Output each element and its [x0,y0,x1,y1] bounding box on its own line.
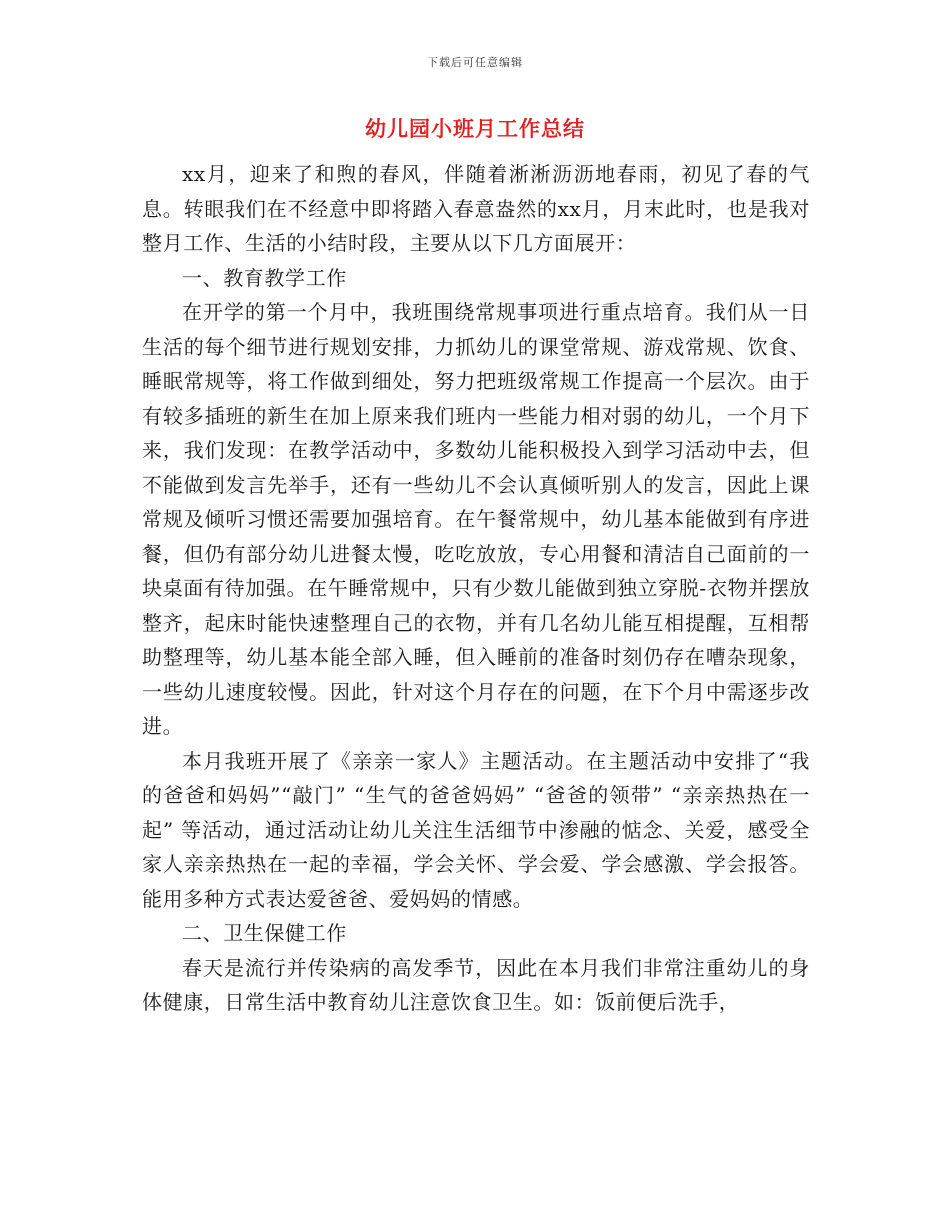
header-note: 下载后可任意编辑 [427,56,523,69]
section-heading-education: 一、教育教学工作 [182,265,347,290]
document-body [142,157,810,1020]
education-paragraph-theme: 本月我班开展了《亲亲一家人》主题活动。在主题活动中安排了“我的爸爸和妈妈”“敲门” “生气的爸爸妈妈” “爸爸的领带” “亲亲热热在一起” 等活动，通过活动让幼儿关注生活细节中渗融的惦念、关爱，感受全家人亲亲热热在一起的幸福，学会关怀、学会爱、学会感激、学会报答。能用多种方式表达爱爸爸、爱妈妈的情感。 [142,748,810,911]
education-paragraph-routine: 在开学的第一个月中，我班围绕常规事项进行重点培育。我们从一日生活的每个细节进行规划安排，力抓幼儿的课堂常规、游戏常规、饮食、睡眠常规等，将工作做到细处，努力把班级常规工作提高一个层次。由于有较多插班的新生在加上原来我们班内一些能力相对弱的幼儿，一个月下来，我们发现：在教学活动中，多数幼儿能积极投入到学习活动中去，但不能做到发言先举手，还有一些幼儿不会认真倾听别人的发言，因此上课常规及倾听习惯还需要加强培育。在午餐常规中，幼儿基本能做到有序进餐，但仍有部分幼儿进餐太慢，吃吃放放，专心用餐和清洁自己面前的一块桌面有待加强。在午睡常规中，只有少数儿能做到独立穿脱-衣物并摆放整齐，起床时能快速整理自己的衣物，并有几名幼儿能互相提醒，互相帮助整理等，幼儿基本能全部入睡，但入睡前的准备时刻仍存在嘈杂现象，一些幼儿速度较慢。因此，针对这个月存在的问题，在下个月中需逐步改进。 [142,300,810,738]
document-title: 幼儿园小班月工作总结 [365,116,585,141]
intro-paragraph: xx月，迎来了和煦的春风，伴随着淅淅沥沥地春雨，初见了春的气息。转眼我们在不经意中即将踏入春意盎然的xx月，月末此时，也是我对整月工作、生活的小结时段，主要从以下几方面展开： [142,162,810,255]
health-paragraph: 春天是流行并传染病的高发季节，因此在本月我们非常注重幼儿的身体健康，日常生活中教育幼儿注意饮食卫生。如：饭前便后洗手， [142,955,810,1014]
section-heading-health: 二、卫生保健工作 [182,921,347,945]
